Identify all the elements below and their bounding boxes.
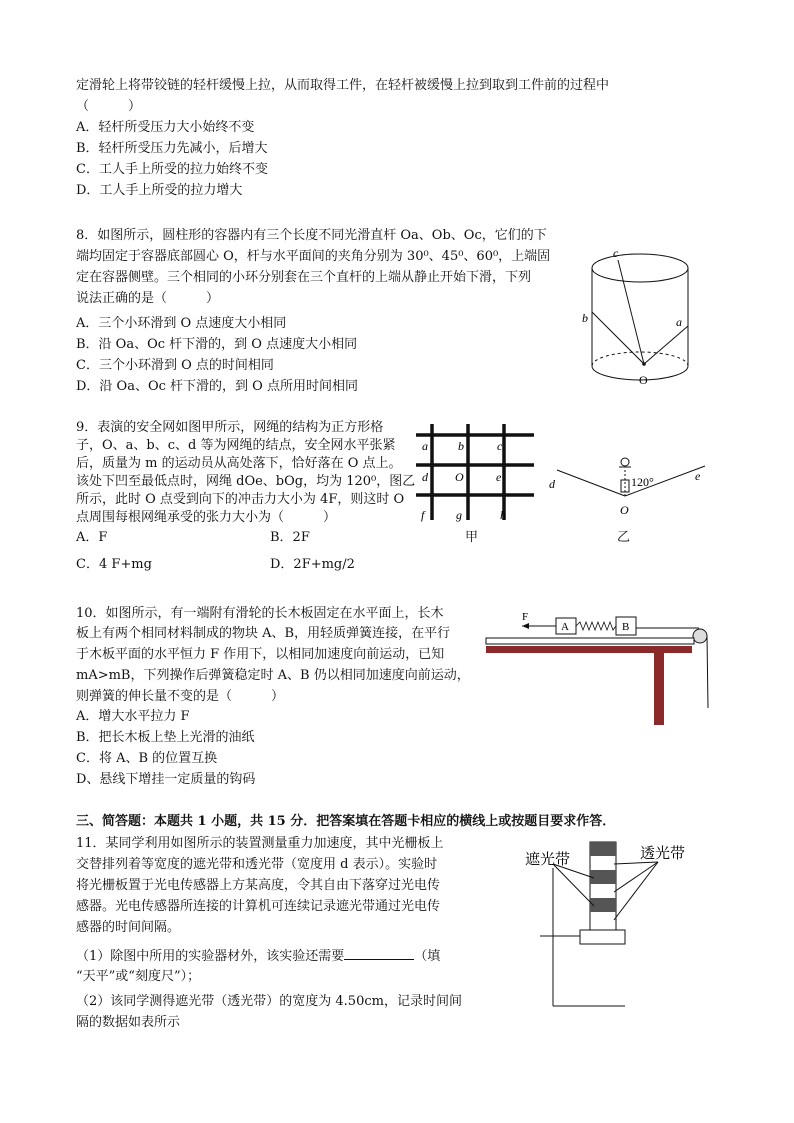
q10-stem-line: 10．如图所示，有一端附有滑轮的长木板固定在水平面上，长木 [76,606,444,621]
q11-stem-line: 11．某同学利用如图所示的装置测量重力加速度，其中光栅板上 [76,836,444,851]
q7-option-c: C．工人手上所受的拉力始终不变 [76,162,268,177]
yi-angle-label: 120° [631,475,654,489]
net-label-f: f [421,508,425,522]
q9-option-a: A．F [76,530,108,545]
yi-label-d: d [549,477,555,491]
net-label-h: h [500,508,506,522]
q8-label-b: b [582,311,588,325]
q11-part2-cont: 隔的数据如表所示 [76,1015,181,1030]
q11-label-opaque: 遮光带 [525,852,571,868]
yi-label-e: e [695,469,701,483]
q11-stem-line: 交替排列着等宽度的遮光带和透光带（宽度用 d 表示）。实验时 [76,857,438,872]
q9-option-b: B．2F [270,530,310,545]
q11-part2: （2）该同学测得遮光带（透光带）的宽度为 4.50cm，记录时间间 [76,994,462,1009]
q11-stem-line: 将光栅板置于光电传感器上方某高度，令其自由下落穿过光电传 [76,878,441,893]
q8-label-c: c [613,246,619,260]
q11-part1 [76,946,440,967]
q9-option-d: D．2F+mg/2 [270,557,355,572]
q9-stem-line: 所示，此时 O 点受到向下的冲击力大小为 4F，则这时 O [76,492,405,507]
q10-option-a: A．增大水平拉力 F [76,709,190,724]
q7-option-a: A．轻杆所受压力大小始终不变 [76,120,255,135]
q10-stem-line: 于木板平面的水平恒力 F 作用下，以相同加速度向前运动，已知 [76,647,445,662]
q10-board-figure [484,608,714,733]
q7-option-b: B．轻杆所受压力先减小，后增大 [76,141,268,156]
q9-net-figure-jia [412,420,537,524]
q9-stem-line: 点周围每根网绳承受的张力大小为（ ） [76,510,337,525]
yi-label-o: O [620,503,629,517]
q9-stem-line: 9．表演的安全网如图甲所示，网绳的结构为正方形格 [76,420,384,435]
net-label-g: g [456,508,462,522]
q8-stem-line: 说法正确的是（ ） [76,291,220,306]
q8-option-d: D．沿 Oa、Oc 杆下滑的，到 O 点所用时间相同 [76,379,358,394]
q8-option-c: C．三个小环滑到 O 点的时间相同 [76,358,274,373]
q8-option-b: B．沿 Oa、Oc 杆下滑的，到 O 点速度大小相同 [76,337,358,352]
q9-caption-jia: 甲 [465,530,479,545]
net-label-c: c [497,439,503,453]
q9-stem-line: 后，质量为 m 的运动员从高处落下，恰好落在 O 点上。 [76,456,402,471]
q10-label-a: A [561,621,569,633]
q9-stem-line: 子，O、a、b、c、d 等为网绳的结点，安全网水平张紧 [76,438,396,453]
q9-caption-yi: 乙 [617,530,631,545]
q11-stem-line: 感器。光电传感器所连接的计算机可连续记录遮光带通过光电传 [76,899,441,914]
q8-stem-line: 端均固定于容器底部圆心 O，杆与水平面间的夹角分别为 30⁰、45⁰、60⁰，上端固 [76,249,551,264]
net-label-d: d [422,470,428,484]
q11-part1-options: “天平”或“刻度尺”）； [76,969,201,984]
q7-answer-bracket: （ ） [76,99,142,114]
q7-stem-line: 定滑轮上将带铰链的轻杆缓慢上拉，从而取得工件，在轻杆被缓慢上拉到取到工件前的过程中 [76,78,610,93]
q7-option-d: D．工人手上所受的拉力增大 [76,183,243,198]
q11-grating-figure [510,836,720,1011]
q8-cylinder-figure [580,240,700,400]
q10-stem-line: mA>mB，下列操作后弹簧稳定时 A、B 仍以相同加速度向前运动， [76,668,470,683]
q9-stem-line: 该处下凹至最低点时，网绳 dOe、bOg，均为 120⁰，图乙 [76,474,416,489]
q11-stem-line: 感器的时间间隔。 [76,920,181,935]
q9-net-figure-yi [545,450,715,520]
q10-label-b: B [622,621,630,633]
q10-option-c: C．将 A、B 的位置互换 [76,751,218,766]
net-label-b: b [458,439,464,453]
q8-stem-line: 8．如图所示，圆柱形的容器内有三个长度不同光滑直杆 Oa、Ob、Oc，它们的下 [76,228,547,243]
q8-label-o: O [639,373,648,387]
q11-part1-text: （1）除图中所用的实验器材外，该实验还需要 [76,949,345,964]
net-label-o: O [455,470,464,484]
q9-option-c: C．4 F+mg [76,557,152,572]
q10-option-d: D、悬线下增挂一定质量的钩码 [76,772,256,787]
q10-label-f: F [522,611,529,623]
q10-option-b: B．把长木板上垫上光滑的油纸 [76,730,255,745]
q8-label-a: a [676,315,682,329]
q10-stem-line: 板上有两个相同材料制成的物块 A、B，用轻质弹簧连接，在平行 [76,626,451,641]
section-three-heading: 三、简答题：本题共 1 小题，共 15 分．把答案填在答题卡相应的横线上或按题目要求作答． [76,814,616,829]
net-label-e: e [496,470,502,484]
net-label-a: a [422,439,428,453]
q11-label-transparent: 透光带 [640,846,686,862]
q8-option-a: A．三个小环滑到 O 点速度大小相同 [76,316,287,331]
q8-stem-line: 定在容器侧壁。三个相同的小环分别套在三个直杆的上端从静止开始下滑，下列 [76,270,532,285]
answer-blank[interactable] [344,946,414,960]
q10-stem-line: 则弹簧的伸长量不变的是（ ） [76,689,285,704]
q11-part1-fill-hint: （填 [414,949,441,964]
